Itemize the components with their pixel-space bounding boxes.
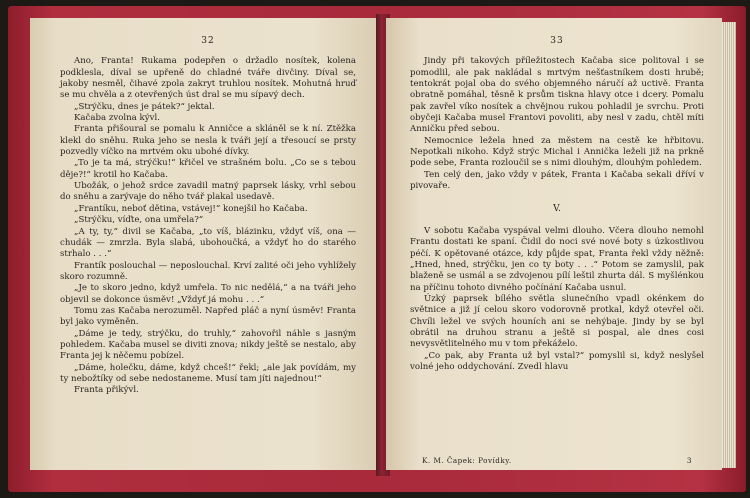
page-number: 32 bbox=[201, 36, 215, 46]
page-edges bbox=[722, 22, 736, 468]
paragraph: Ano, Franta! Rukama podepřen o držadlo nosítek, kolena podklesla, díval se upřeně do chladné tváře divčiny. Díval se, jakoby nesměl, čihavé zpola zakryt truhlou nosítek. Mohutná hruď se mu chvěla a z otevřených úst dral se mu sípavý dech. bbox=[60, 56, 356, 101]
paragraph: Franta přišoural se pomalu k Anničce a skláněl se k ní. Ztěžka klekl do sněhu. Ruka jeho se nesla k tváři její a třesoucí se prsty pozvedly víčko na mrtvém oku ubohé dívky. bbox=[60, 124, 356, 158]
paragraph: Ubožák, o jehož srdce zavadil matný paprsek lásky, vrhl sebou do sněhu a zarývaje do něho tvář plakal usedavě. bbox=[60, 181, 356, 203]
page-footer bbox=[422, 455, 692, 466]
paragraph: „Je to skoro jedno, když umřela. To nic nedělá,“ a na tváři jeho objevil se dokonce úsměv! „Vždyť já mohu . . .“ bbox=[60, 283, 356, 305]
paragraph: „A ty, ty,“ divil se Kačaba, „to víš, blázinku, vždyť víš, ona — chudák — zmrzla. Byla slabá, ubohoučká, a vždyť ho do starého strhalo . . .“ bbox=[60, 226, 356, 260]
paragraph: „Strýčku, dnes je pátek?“ jektal. bbox=[74, 101, 215, 112]
left-page bbox=[30, 18, 382, 470]
right-page-text-before bbox=[410, 56, 704, 192]
right-page-text-after bbox=[410, 226, 704, 373]
chapter-heading: V. bbox=[553, 204, 561, 215]
paragraph: „Co pak, aby Franta už byl vstal?“ pomyslil si, když neslyšel volné jeho oddychování. Zvedl hlavu bbox=[410, 350, 704, 372]
paragraph: „Strýčku, víďte, ona umřela?“ bbox=[74, 215, 204, 226]
paragraph: Kačaba zvolna kývl. bbox=[74, 113, 160, 124]
paragraph: Franta přikývl. bbox=[74, 385, 139, 396]
paragraph: Frantík poslouchal — neposlouchal. Krví zalité oči jeho vyhlížely skoro rozumně. bbox=[60, 260, 356, 282]
paragraph: Nemocnice ležela hned za městem na cestě ke hřbitovu. Nepotkali nikoho. Když strýc Michal i Annička leželi již na prkně pode sebe, Franta rozloučil se s nimi dlouhým, dlouhým pohledem. bbox=[410, 135, 704, 169]
right-page bbox=[386, 18, 722, 470]
footer-signature-mark: 3 bbox=[686, 455, 692, 465]
paragraph: Ten celý den, jako vždy v pátek, Franta i Kačaba sekali dříví v pivovaře. bbox=[410, 169, 704, 192]
paragraph: „Dáme, holečku, dáme, když chceš!“ řekl; „ale jak povídám, my ty nebožtíky od sebe nedostaneme. Musí tam jíti najednou!“ bbox=[60, 362, 356, 384]
paragraph: „Frantíku, neboť dětina, vstávej!“ konejšil ho Kačaba. bbox=[74, 203, 308, 214]
paragraph: „To je ta má, strýčku!“ křičel ve strašném bolu. „Co se s tebou děje?!“ krotil ho Kačaba. bbox=[60, 158, 356, 180]
paragraph: Tomu zas Kačaba nerozuměl. Napřed pláč a nyní úsměv! Franta byl jako vyměněn. bbox=[60, 305, 356, 328]
page-number: 33 bbox=[550, 36, 564, 46]
paragraph: Úzký paprsek bílého světla slunečního vpadl okénkem do světnice a již jí celou skoro vodorovně protkal, když otevřel oči. Chvíli ležel ve svých houních ani se nehýbaje. Jindy by se byl obrátil na druhou stranu a ještě si pospal, ale dnes cosi nevysvětlitelného mu v tom překáželo. bbox=[410, 293, 704, 350]
paragraph: Jindy při takových příležitostech Kačaba sice politoval i se pomodlil, ale pak nakládal s mrtvým nešťastníkem dosti hrubě; tentokrát pojal oba do svého objemného náručí až uctivě. Franta obratně pomáhal, těsně k prsům tiskna hlavy otce i dcery. Pomalu pak zavřel víko nosítek a chvějnou rukou pohladil je svrchu. Proti obyčeji Kačaba musel Frantovi povoliti, aby nesl v zadu, chtěl míti Anničku před sebou. bbox=[410, 56, 704, 135]
paragraph: V sobotu Kačaba vyspával velmi dlouho. Včera dlouho nemohl Frantu dostati ke spaní. Čidil do noci své nové boty s úzkostlivou péčí. K opětované otázce, kdy půjde spat, Franta řekl vždy něžně: „Hned, hned, strýčku, jen co ty boty . . .“ Potom se zamyslil, pak blaženě se usmál a se zdvojenou pílí leštil zhurta dál. S myšlénkou na příčinu tohoto divného počínání Kačaba usnul. bbox=[410, 225, 704, 293]
left-page-text bbox=[60, 56, 356, 396]
footer-author-title: K. M. Čapek: Povídky. bbox=[422, 455, 512, 465]
paragraph: „Dáme je tedy, strýčku, do truhly,“ zahovořil náhle s jasným pohledem. Kačaba musel se diviti znova; nikdy ještě se nestalo, aby Franta jej k něčemu pobízel. bbox=[60, 328, 356, 362]
